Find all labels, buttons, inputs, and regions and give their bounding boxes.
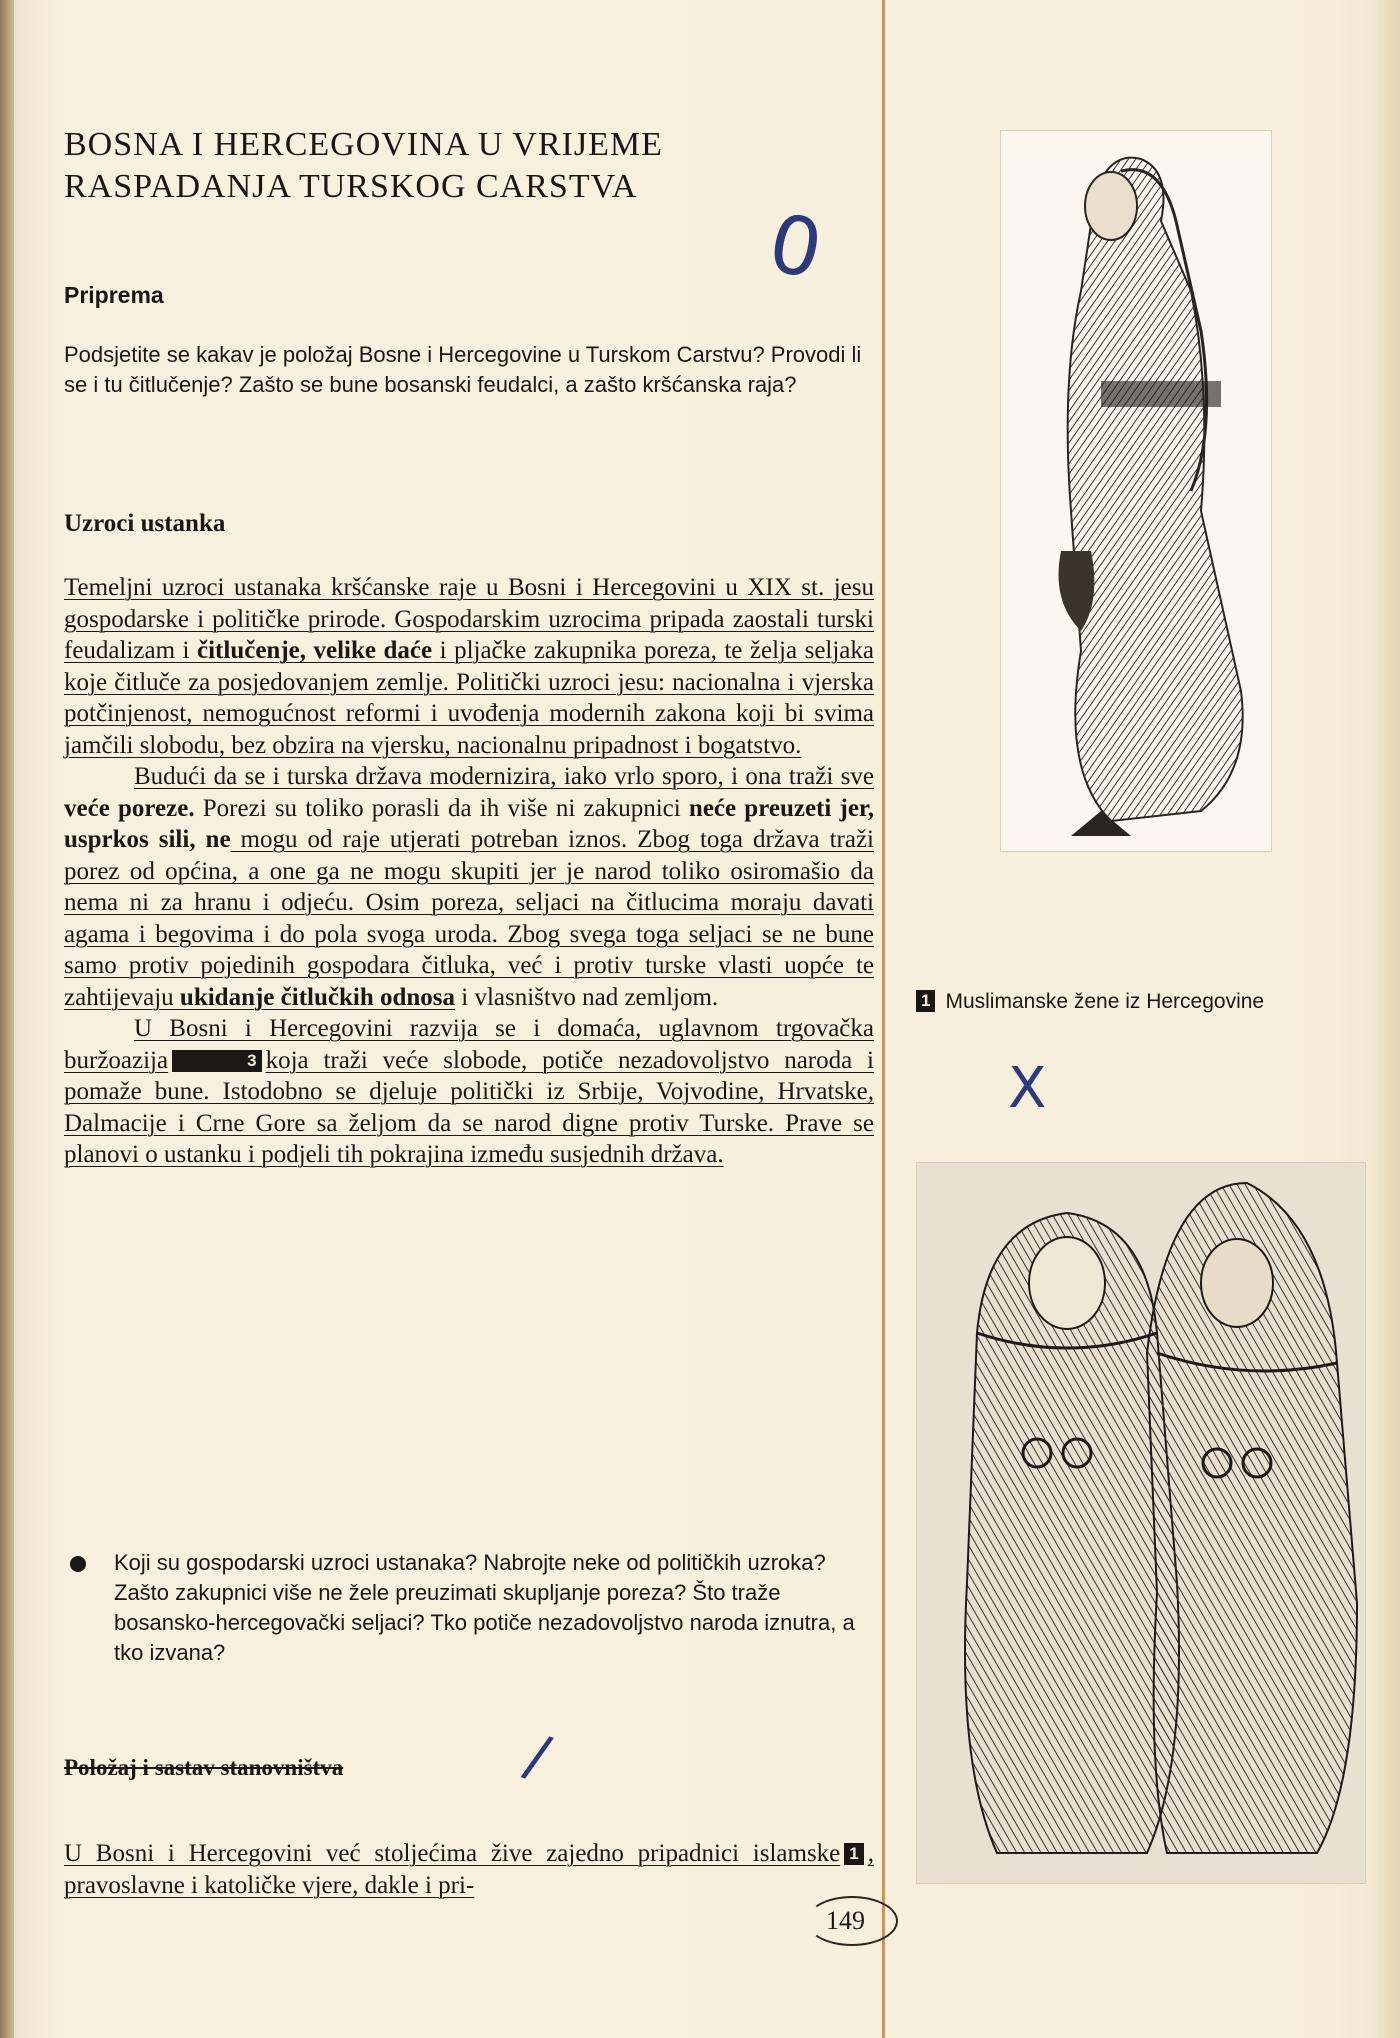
figure-caption — [916, 988, 1356, 1016]
figure-1-illustration — [1000, 130, 1272, 852]
section-heading-polozaj: Položaj i sastav stanovništva — [64, 1755, 344, 1780]
figure-caption-number: 1 — [916, 990, 935, 1012]
two-women-drawing — [917, 1163, 1365, 1883]
title-line-2: RASPADANJA TURSKOG CARSTVA — [64, 168, 638, 205]
paragraph-3: U Bosni i Hercegovini razvija se i domaća, uglavnom trgovačka buržoazija 3 koja traži veće slobode, potiče nezadovoljstvo naroda i pomaže bune. Istodobno se djeluje politički iz Srbije, Vojvodine, Hrvatske, Dalmacije i Crne Gore sa željom da se narod digne protiv Turske. Prave se planovi o ustanku i podjeli tih pokrajina između susjednih država. — [64, 1015, 874, 1168]
book-spine — [0, 0, 14, 2038]
binding-line — [882, 0, 885, 2038]
priprema-heading: Priprema — [64, 282, 164, 308]
standing-woman-drawing — [1001, 131, 1271, 851]
review-question — [64, 1548, 870, 1668]
figure-ref-1: 1 — [844, 1843, 863, 1865]
figure-2-illustration — [916, 1162, 1366, 1884]
section-body-uzroci — [64, 572, 874, 1171]
paragraph-2: Budući da se i turska država modernizira, iako vrlo sporo, i ona traži sve veće poreze. Porezi su toliko porasli da ih više ni zakupnici neće preuzeti jer, usprkos sili, ne mogu od raje utjerati potreban iznos. Zbog toga država traži porez od općina, a one ga ne mogu skupiti jer je narod toliko osiromašio da nema ni za hranu i odjeću. Osim poreza, seljaci na čitlucima moraju davati agama i begovima i do pola svoga uroda. Zbog svega toga seljaci se ne bune samo protiv pojedinih gospodara čitluka, već i protiv turske vlasti uopće te zahtijevaju ukidanje čitlučkih odnosa i vlasništvo nad zemljom. — [64, 763, 874, 1011]
page-number: 149 — [826, 1906, 865, 1935]
handwritten-mark-top: 0 — [760, 195, 831, 298]
page-edge — [1378, 0, 1400, 2038]
figure-ref-3: 3 — [172, 1050, 261, 1072]
bullet-icon — [70, 1556, 86, 1572]
figure-caption-text: Muslimanske žene iz Hercegovine — [945, 990, 1265, 1013]
page-title — [64, 124, 824, 208]
review-question-text: Koji su gospodarski uzroci ustanaka? Nabrojte neke od političkih uzroka? Zašto zakupnici više ne žele preuzimati skupljanje poreza? Što traže bosansko-hercegovački seljaci? Tko potiče nezadovoljstvo naroda iznutra, a tko izvana? — [114, 1550, 855, 1665]
paragraph-1: Temeljni uzroci ustanaka kršćanske raje u Bosni i Hercegovini u XIX st. jesu gospodarske i političke prirode. Gospodarskim uzrocima pripada zaostali turski feudalizam i čitlučenje, velike daće i pljačke zakupnika poreza, te želja seljaka koje čitluče za posjedovanjem zemlje. Politički uzroci jesu: nacionalna i vjerska potčinjenost, nemogućnost reformi i uvođenja modernih zakona koji bi svima jamčili slobodu, bez obzira na vjersku, nacionalnu pripadnost i bogatstvo. — [64, 574, 875, 759]
title-line-1: BOSNA I HERCEGOVINA U VRIJEME — [64, 126, 663, 163]
section-body-polozaj: U Bosni i Hercegovini već stoljećima žive zajedno pripadnici islamske 1 , pravoslavne i katoličke vjere, dakle i pri- — [64, 1840, 874, 1899]
handwritten-mark-bottom: / — [517, 1720, 558, 1792]
section-heading-uzroci: Uzroci ustanka — [64, 510, 226, 537]
priprema-text: Podsjetite se kakav je položaj Bosne i Hercegovine u Turskom Carstvu? Provodi li se i tu čitlučenje? Zašto se bune bosanski feudalci, a zašto kršćanska raja? — [64, 342, 862, 397]
handwritten-mark-mid: X — [1008, 1056, 1047, 1121]
